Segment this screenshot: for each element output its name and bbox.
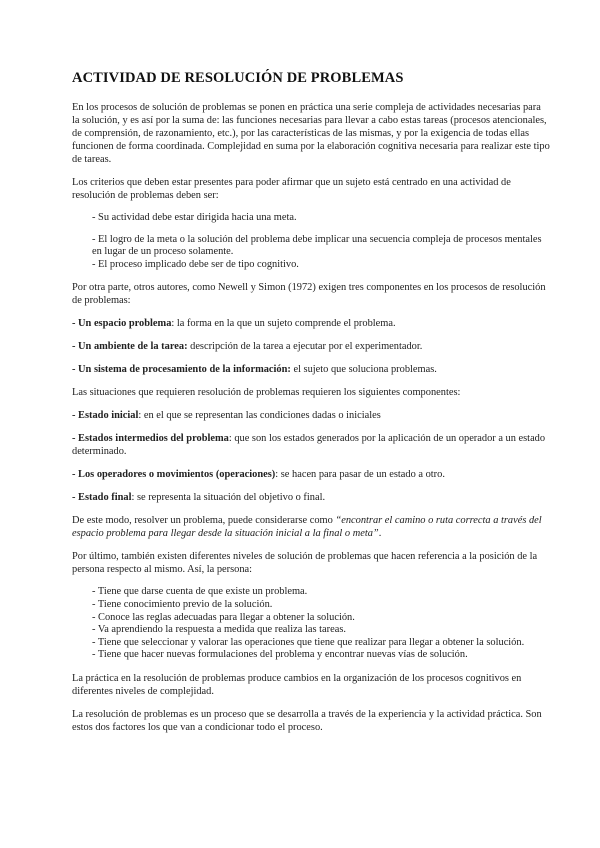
paragraph-practice: La práctica en la resolución de problemas produce cambios en la organización de los procesos cognitivos en diferentes niveles de complejidad. xyxy=(72,672,522,697)
situation-desc: : se hacen para pasar de un estado a otro. xyxy=(275,469,445,481)
list-item: - Tiene que seleccionar y valorar las operaciones que tiene que realizar para llegar a obtener la solución. xyxy=(92,636,525,648)
levels-list xyxy=(72,586,550,662)
list-item: - El proceso implicado debe ser de tipo cognitivo. xyxy=(92,258,299,270)
situation-desc: : que son los estados generados por la aplicación de un operador a un estado determinado. xyxy=(72,433,546,458)
list-item: - Su actividad debe estar dirigida hacia una meta. xyxy=(92,212,297,223)
definition-quote: “encontrar el camino o ruta correcta a través del espacio problema para llegar desde la situación inicial a la final o meta” xyxy=(72,515,542,540)
paragraph-definition xyxy=(72,514,550,540)
component-item xyxy=(72,317,550,330)
component-desc: el sujeto que soluciona problemas. xyxy=(290,364,437,376)
situation-item xyxy=(72,468,550,481)
component-item xyxy=(72,340,550,353)
paragraph-intro: En los procesos de solución de problemas se ponen en práctica una serie compleja de actividades necesarias para la solución, y es así por la suma de: las funciones necesarias para llevar a cabo estas tareas (procesos atencionales, de comprensión, de razonamiento, etc.), por las características de las mismas, y por la exigencia de todas ellas funcionen de forma coordinada. Complejidad en suma por la elaboración cognitiva necesaria para realizar este tipo de tareas. xyxy=(72,102,550,165)
list-item: - Tiene conocimiento previo de la solución. xyxy=(92,598,273,610)
situation-desc: : en el que se representan las condiciones dadas o iniciales xyxy=(138,410,381,422)
paragraph-criteria-intro: Los criterios que deben estar presentes para poder afirmar que un sujeto está centrado en una actividad de resolución de problemas deben ser: xyxy=(72,177,511,201)
situation-term: - Estado final xyxy=(72,492,132,504)
component-desc: : la forma en la que un sujeto comprende el problema. xyxy=(171,318,396,330)
component-desc: descripción de la tarea a ejecutar por el experimentador. xyxy=(187,341,423,353)
definition-intro: De este modo, resolver un problema, puede considerarse como xyxy=(72,515,336,527)
component-term: - Un ambiente de la tarea: xyxy=(72,341,188,353)
situation-term: - Estados intermedios del problema xyxy=(72,433,229,445)
situation-item xyxy=(72,491,550,504)
list-item: - Va aprendiendo la respuesta a medida que realiza las tareas. xyxy=(92,624,346,636)
situation-term: - Estado inicial xyxy=(72,410,139,422)
definition-end: . xyxy=(378,528,382,540)
document-page xyxy=(72,70,550,744)
criteria-list xyxy=(72,212,550,271)
list-item: - Tiene que hacer nuevas formulaciones del problema y encontrar nuevas vías de solución. xyxy=(92,649,468,661)
component-term: - Un sistema de procesamiento de la información: xyxy=(72,364,291,376)
situation-desc: : se representa la situación del objetivo o final. xyxy=(131,492,326,504)
paragraph-newell-simon: Por otra parte, otros autores, como Newell y Simon (1972) exigen tres componentes en los procesos de resolución de problemas: xyxy=(72,282,546,307)
paragraph-levels-intro: Por último, también existen diferentes niveles de solución de problemas que hacen referencia a la posición de la persona respecto al mismo. Así, la persona: xyxy=(72,551,538,576)
paragraph-situations-intro: Las situaciones que requieren resolución de problemas requieren los siguientes componentes: xyxy=(72,387,461,399)
component-term: - Un espacio problema xyxy=(72,318,172,330)
list-item: - Tiene que darse cuenta de que existe un problema. xyxy=(92,586,308,598)
document-title: ACTIVIDAD DE RESOLUCIÓN DE PROBLEMAS xyxy=(72,70,404,86)
list-item: - Conoce las reglas adecuadas para llegar a obtener la solución. xyxy=(92,611,355,623)
situation-term: - Los operadores o movimientos (operaciones) xyxy=(72,469,276,481)
situation-item xyxy=(72,432,550,458)
situation-item xyxy=(72,409,550,422)
component-item xyxy=(72,363,550,376)
list-item: - El logro de la meta o la solución del problema debe implicar una secuencia compleja de procesos mentales en lugar de un proceso solamente. xyxy=(92,233,542,258)
paragraph-conclusion: La resolución de problemas es un proceso que se desarrolla a través de la experiencia y la actividad práctica. Son estos dos factores los que van a condicionar todo el proceso. xyxy=(72,708,542,733)
